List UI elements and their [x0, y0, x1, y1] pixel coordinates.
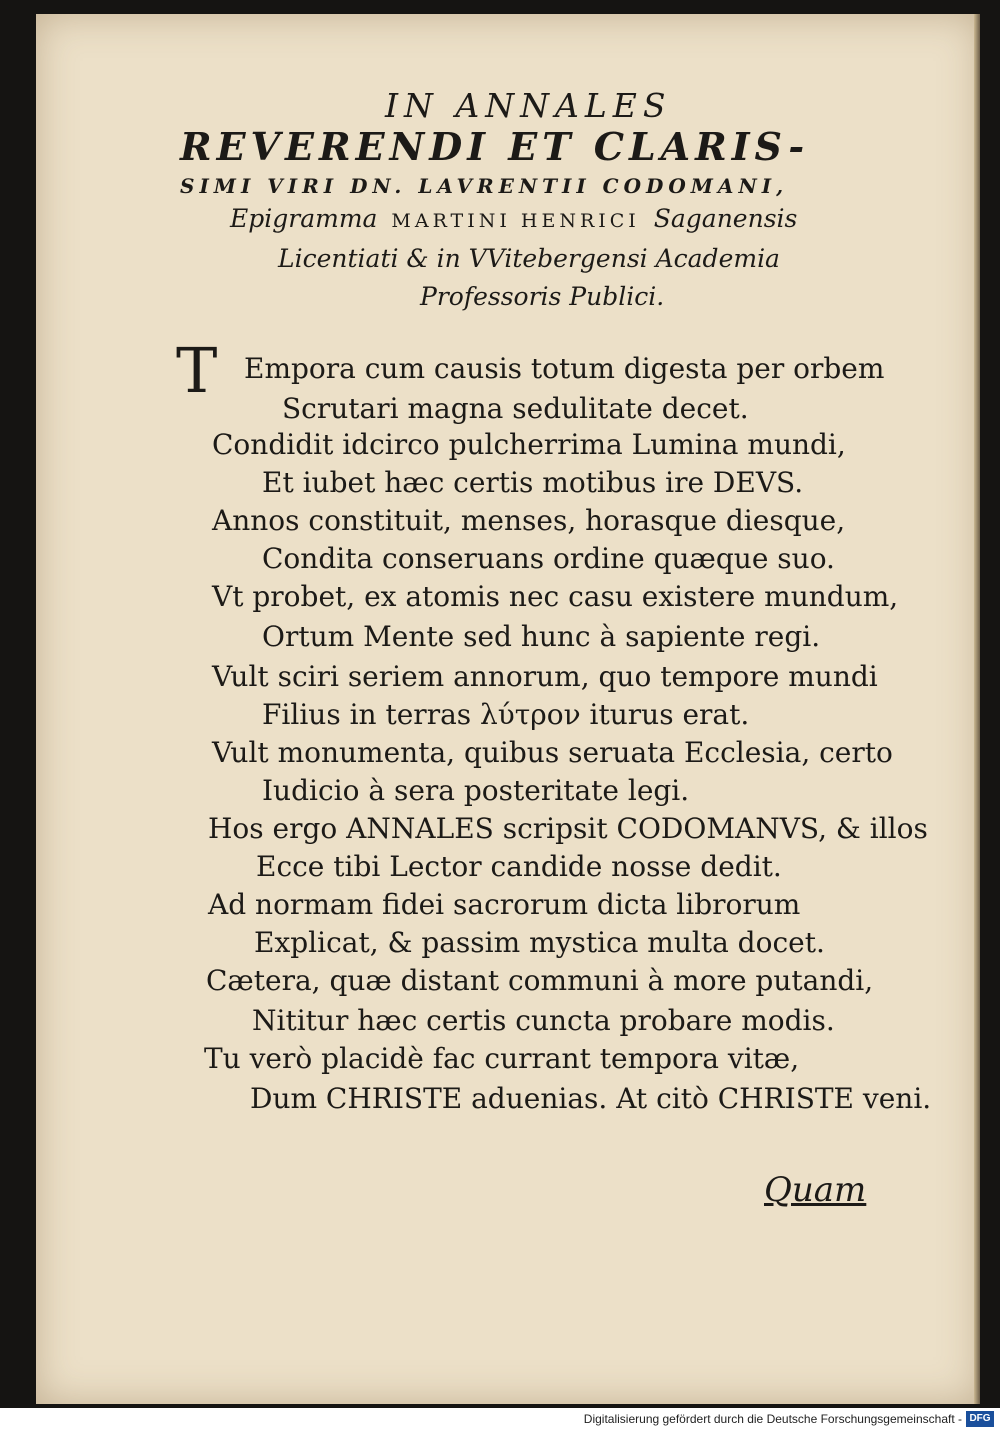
heading-line-4-a: Epigramma	[230, 204, 378, 233]
poem-line: Annos constituit, menses, horasque diesque,	[212, 504, 846, 537]
poem-line: Iudicio à sera posteritate legi.	[262, 774, 690, 807]
heading-line-4	[230, 204, 797, 233]
heading-line-5: Licentiati & in VVitebergensi Academia	[278, 244, 780, 273]
poem-line: Condita conseruans ordine quæque suo.	[262, 542, 835, 575]
dfg-logo[interactable]: DFG	[966, 1411, 994, 1427]
poem-line: Ortum Mente sed hunc à sapiente regi.	[262, 620, 821, 653]
poem-line: Condidit idcirco pulcherrima Lumina mundi,	[212, 428, 846, 461]
heading-line-1: IN ANNALES	[385, 86, 672, 125]
catchword: Quam	[764, 1170, 867, 1210]
page-edge	[974, 14, 980, 1404]
drop-cap: T	[176, 334, 218, 407]
poem-line: Filius in terras λύτρον iturus erat.	[262, 698, 750, 731]
heading-line-6: Professoris Publici.	[420, 282, 665, 311]
poem-line: Empora cum causis totum digesta per orbem	[244, 352, 885, 385]
poem-line: Vt probet, ex atomis nec casu existere mundum,	[212, 580, 899, 613]
heading-line-4-b: MARTINI HENRICI	[391, 210, 640, 232]
poem-line: Scrutari magna sedulitate decet.	[282, 392, 749, 425]
poem-line: Et iubet hæc certis motibus ire DEVS.	[262, 466, 804, 499]
poem-line: Tu verò placidè fac currant tempora vitæ,	[204, 1042, 800, 1075]
heading-line-2: REVERENDI ET CLARIS-	[180, 124, 810, 169]
poem-line: Vult sciri seriem annorum, quo tempore mundi	[212, 660, 878, 693]
funding-notice: Digitalisierung gefördert durch die Deutsche Forschungsgemeinschaft -	[583, 1412, 962, 1426]
poem-line: Hos ergo ANNALES scripsit CODOMANVS, & illos	[208, 812, 928, 845]
heading-line-3: SIMI VIRI DN. LAVRENTII CODOMANI,	[180, 174, 789, 198]
poem-line: Explicat, & passim mystica multa docet.	[254, 926, 825, 959]
poem-line: Dum CHRISTE aduenias. At citò CHRISTE veni.	[250, 1082, 932, 1115]
poem-line: Nititur hæc certis cuncta probare modis.	[252, 1004, 835, 1037]
poem-line: Cætera, quæ distant communi à more putandi,	[206, 964, 874, 997]
heading-line-4-c: Saganensis	[653, 204, 798, 233]
footer-bar	[0, 1408, 1000, 1431]
poem-line: Vult monumenta, quibus seruata Ecclesia, certo	[212, 736, 893, 769]
poem-line: Ad normam fidei sacrorum dicta librorum	[208, 888, 801, 921]
poem-line: Ecce tibi Lector candide nosse dedit.	[256, 850, 782, 883]
